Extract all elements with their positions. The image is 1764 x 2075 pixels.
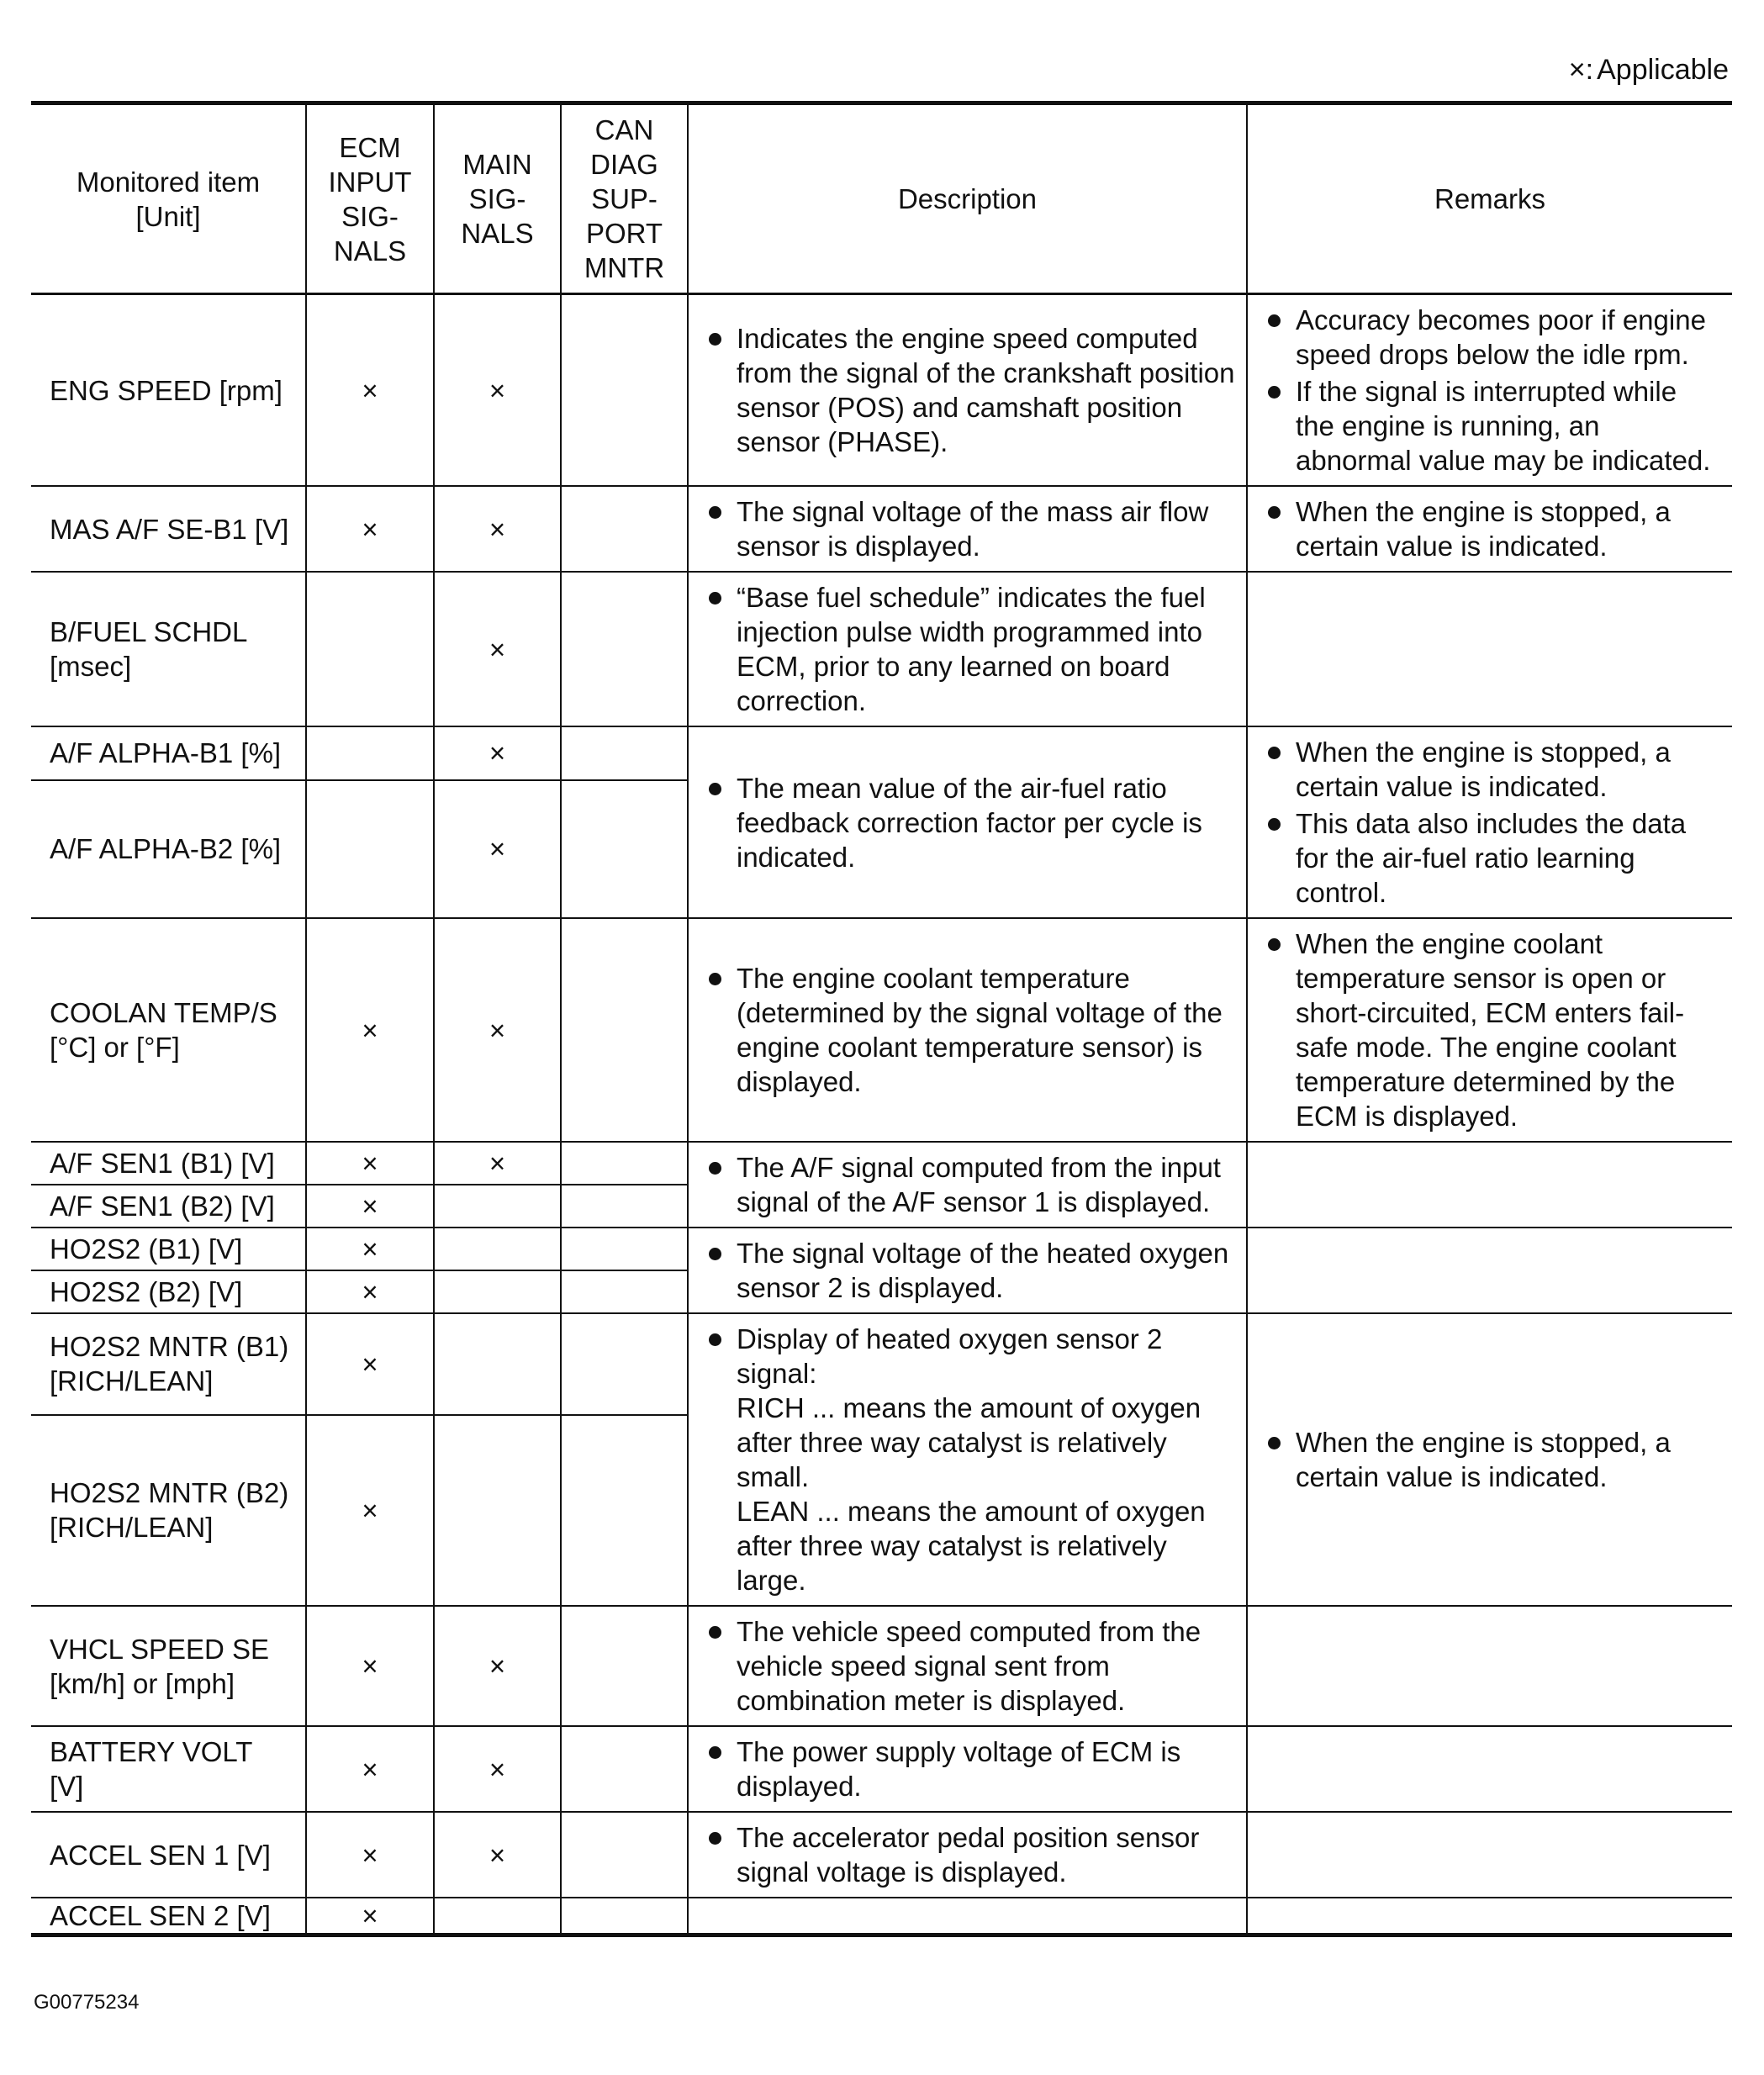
ecm-flag-cell: ×: [306, 1606, 434, 1726]
can-flag-cell: [561, 918, 688, 1142]
text-line: [V]: [50, 1771, 84, 1802]
bullet-list: [707, 580, 1236, 718]
main-flag-cell: ×: [434, 1812, 561, 1898]
can-flag-cell: [561, 294, 688, 487]
bullet-list: [1266, 735, 1722, 910]
description-cell: [688, 1142, 1247, 1228]
main-flag-cell: ×: [434, 780, 561, 918]
ecm-flag-cell: ×: [306, 1313, 434, 1415]
monitored-item-cell: [31, 1726, 306, 1812]
bullet-item: The vehicle speed computed from the vehicle speed signal sent from combination meter is displayed.: [707, 1614, 1236, 1718]
can-flag-cell: [561, 572, 688, 726]
header-line: MNTR: [584, 252, 665, 283]
table-row: [31, 1606, 1732, 1726]
bullet-list: [1266, 1425, 1722, 1494]
text-line: VHCL SPEED SE: [50, 1633, 270, 1665]
can-flag-cell: [561, 1812, 688, 1898]
text-line: MAS A/F SE-B1 [V]: [50, 513, 289, 545]
description-cell: [688, 726, 1247, 918]
table-row: [31, 726, 1732, 780]
main-flag-cell: ×: [434, 726, 561, 780]
bullet-item: The engine coolant temperature (determined by the signal voltage of the engine coolant temperature sensor) is displayed.: [707, 961, 1236, 1099]
bullet-item: When the engine coolant temperature sensor is open or short-circuited, ECM enters fail-safe mode. The engine coolant temperature determined by the ECM is displayed.: [1266, 927, 1722, 1133]
main-flag-cell: ×: [434, 486, 561, 572]
description-cell: [688, 1606, 1247, 1726]
can-flag-cell: [561, 1726, 688, 1812]
ecm-flag-cell: [306, 780, 434, 918]
monitored-item-cell: [31, 1142, 306, 1185]
bullet-item: The power supply voltage of ECM is displayed.: [707, 1734, 1236, 1803]
can-flag-cell: [561, 1313, 688, 1415]
can-flag-cell: [561, 1898, 688, 1935]
bullet-item: When the engine is stopped, a certain value is indicated.: [1266, 1425, 1722, 1494]
bullet-list: [707, 1734, 1236, 1803]
description-cell: [688, 1812, 1247, 1898]
text-line: ENG SPEED [rpm]: [50, 374, 283, 406]
text-line: HO2S2 MNTR (B2): [50, 1477, 289, 1509]
main-flag-cell: ×: [434, 1142, 561, 1185]
monitored-item-cell: [31, 726, 306, 780]
header-line: NALS: [461, 218, 534, 249]
legend-mark: ×:: [1568, 54, 1594, 86]
remarks-cell: [1247, 1228, 1732, 1313]
bullet-item: The signal voltage of the heated oxygen sensor 2 is displayed.: [707, 1236, 1236, 1305]
description-cell: [688, 1726, 1247, 1812]
header-description: Description: [688, 103, 1247, 294]
table-row: [31, 1313, 1732, 1415]
table-row: [31, 572, 1732, 726]
text-line: B/FUEL SCHDL: [50, 616, 248, 647]
bullet-item: [707, 1322, 1236, 1597]
remarks-cell: [1247, 486, 1732, 572]
bullet-list: [707, 1236, 1236, 1305]
bullet-list: [707, 1614, 1236, 1718]
monitored-item-cell: [31, 1606, 306, 1726]
description-cell: [688, 572, 1247, 726]
can-flag-cell: [561, 780, 688, 918]
ecm-flag-cell: ×: [306, 1898, 434, 1935]
header-ecm-input-signals: [306, 103, 434, 294]
can-flag-cell: [561, 486, 688, 572]
bullet-item: “Base fuel schedule” indicates the fuel injection pulse width programmed into ECM, prior to any learned on board correction.: [707, 580, 1236, 718]
bullet-item: Accuracy becomes poor if engine speed drops below the idle rpm.: [1266, 303, 1722, 372]
header-line: Monitored item: [76, 166, 261, 198]
remarks-cell: [1247, 1898, 1732, 1935]
bullet-list: [707, 494, 1236, 563]
header-line: SIG-: [341, 200, 399, 232]
text-line: A/F ALPHA-B1 [%]: [50, 737, 282, 769]
bullet-item: The A/F signal computed from the input signal of the A/F sensor 1 is displayed.: [707, 1150, 1236, 1219]
header-main-signals: [434, 103, 561, 294]
monitored-item-cell: [31, 1812, 306, 1898]
text-line: [RICH/LEAN]: [50, 1365, 214, 1397]
ecm-flag-cell: ×: [306, 1142, 434, 1185]
monitored-item-cell: [31, 1898, 306, 1935]
text-line: LEAN ... means the amount of oxygen after three way catalyst is relatively large.: [737, 1496, 1206, 1596]
monitored-item-cell: [31, 780, 306, 918]
main-flag-cell: [434, 1898, 561, 1935]
ecm-flag-cell: [306, 726, 434, 780]
monitored-item-cell: [31, 1313, 306, 1415]
bullet-list: [1266, 303, 1722, 478]
ecm-flag-cell: ×: [306, 294, 434, 487]
main-flag-cell: [434, 1185, 561, 1228]
can-flag-cell: [561, 1415, 688, 1606]
text-line: Display of heated oxygen sensor 2 signal:: [737, 1323, 1163, 1389]
text-line: BATTERY VOLT: [50, 1736, 253, 1767]
header-line: PORT: [585, 218, 663, 249]
monitored-item-cell: [31, 1415, 306, 1606]
ecm-flag-cell: ×: [306, 1726, 434, 1812]
description-cell: [688, 918, 1247, 1142]
can-flag-cell: [561, 1606, 688, 1726]
remarks-cell: [1247, 1606, 1732, 1726]
table-header-row: [31, 103, 1732, 294]
remarks-cell: [1247, 726, 1732, 918]
description-cell: [688, 486, 1247, 572]
table-row: [31, 1228, 1732, 1270]
remarks-cell: [1247, 1812, 1732, 1898]
main-flag-cell: [434, 1270, 561, 1313]
can-flag-cell: [561, 1228, 688, 1270]
header-line: ECM: [339, 131, 401, 163]
bullet-item: The signal voltage of the mass air flow sensor is displayed.: [707, 494, 1236, 563]
bullet-item: The mean value of the air-fuel ratio feedback correction factor per cycle is indicated.: [707, 771, 1236, 874]
ecm-flag-cell: ×: [306, 1812, 434, 1898]
text-line: A/F ALPHA-B2 [%]: [50, 833, 282, 865]
header-line: NALS: [333, 235, 407, 267]
remarks-cell: [1247, 1726, 1732, 1812]
main-flag-cell: ×: [434, 294, 561, 487]
header-line: INPUT: [328, 166, 412, 198]
main-flag-cell: [434, 1415, 561, 1606]
table-row: [31, 1812, 1732, 1898]
text-line: HO2S2 (B2) [V]: [50, 1276, 243, 1307]
description-cell: [688, 1313, 1247, 1606]
header-line: [Unit]: [135, 200, 201, 232]
text-line: HO2S2 (B1) [V]: [50, 1233, 243, 1265]
table-body: [31, 294, 1732, 1935]
monitored-item-cell: [31, 486, 306, 572]
monitored-item-cell: [31, 1228, 306, 1270]
text-line: RICH ... means the amount of oxygen after three way catalyst is relatively small.: [737, 1392, 1202, 1492]
bullet-item: This data also includes the data for the air-fuel ratio learning control.: [1266, 806, 1722, 910]
header-line: SUP-: [591, 183, 658, 214]
remarks-cell: [1247, 918, 1732, 1142]
header-can-diag-support-mntr: [561, 103, 688, 294]
ecm-flag-cell: ×: [306, 1185, 434, 1228]
main-flag-cell: ×: [434, 918, 561, 1142]
description-cell: [688, 294, 1247, 487]
figure-code: G00775234: [34, 1991, 140, 2014]
header-line: MAIN: [462, 149, 532, 180]
can-flag-cell: [561, 726, 688, 780]
main-flag-cell: [434, 1313, 561, 1415]
ecm-flag-cell: ×: [306, 486, 434, 572]
applicable-legend: [1569, 54, 1729, 87]
bullet-list: [707, 771, 1236, 874]
main-flag-cell: ×: [434, 1726, 561, 1812]
description-cell: [688, 1228, 1247, 1313]
monitored-item-cell: [31, 294, 306, 487]
text-line: ACCEL SEN 2 [V]: [50, 1900, 271, 1931]
remarks-cell: [1247, 1142, 1732, 1228]
text-line: [RICH/LEAN]: [50, 1512, 214, 1544]
table-row: [31, 294, 1732, 487]
bullet-item: Indicates the engine speed computed from the signal of the crankshaft position sensor (POS) and camshaft position sensor (PHASE).: [707, 321, 1236, 459]
ecm-flag-cell: ×: [306, 1270, 434, 1313]
bullet-list: [707, 1150, 1236, 1219]
table-row: [31, 1898, 1732, 1935]
bullet-list: [707, 321, 1236, 459]
text-line: COOLAN TEMP/S: [50, 997, 277, 1028]
can-flag-cell: [561, 1270, 688, 1313]
monitor-items-table: [31, 101, 1732, 1937]
text-line: [km/h] or [mph]: [50, 1667, 235, 1699]
bullet-list: [707, 1322, 1236, 1597]
header-line: CAN: [594, 114, 654, 145]
text-line: [°C] or [°F]: [50, 1032, 180, 1063]
text-line: [msec]: [50, 651, 132, 682]
text-line: A/F SEN1 (B1) [V]: [50, 1148, 275, 1179]
text-line: A/F SEN1 (B2) [V]: [50, 1191, 275, 1222]
ecm-flag-cell: ×: [306, 1415, 434, 1606]
bullet-item: The accelerator pedal position sensor signal voltage is displayed.: [707, 1820, 1236, 1889]
remarks-cell: [1247, 572, 1732, 726]
header-remarks: Remarks: [1247, 103, 1732, 294]
ecm-flag-cell: ×: [306, 918, 434, 1142]
main-flag-cell: ×: [434, 572, 561, 726]
bullet-list: [707, 961, 1236, 1099]
bullet-item: When the engine is stopped, a certain value is indicated.: [1266, 735, 1722, 804]
bullet-item: If the signal is interrupted while the engine is running, an abnormal value may be indicated.: [1266, 374, 1722, 478]
ecm-flag-cell: [306, 572, 434, 726]
text-line: HO2S2 MNTR (B1): [50, 1331, 289, 1363]
header-line: DIAG: [590, 149, 658, 180]
description-cell: [688, 1898, 1247, 1935]
table-row: [31, 486, 1732, 572]
can-flag-cell: [561, 1185, 688, 1228]
monitored-item-cell: [31, 572, 306, 726]
remarks-cell: [1247, 294, 1732, 487]
bullet-list: [1266, 927, 1722, 1133]
ecm-flag-cell: ×: [306, 1228, 434, 1270]
text-line: ACCEL SEN 1 [V]: [50, 1839, 271, 1871]
table-row: [31, 1142, 1732, 1185]
table-row: [31, 918, 1732, 1142]
bullet-item: When the engine is stopped, a certain value is indicated.: [1266, 494, 1722, 563]
main-flag-cell: [434, 1228, 561, 1270]
monitored-item-cell: [31, 1270, 306, 1313]
header-line: SIG-: [468, 183, 526, 214]
monitored-item-cell: [31, 918, 306, 1142]
table-row: [31, 1726, 1732, 1812]
remarks-cell: [1247, 1313, 1732, 1606]
monitored-item-cell: [31, 1185, 306, 1228]
header-monitored-item: [31, 103, 306, 294]
bullet-list: [1266, 494, 1722, 563]
can-flag-cell: [561, 1142, 688, 1185]
bullet-list: [707, 1820, 1236, 1889]
legend-text: Applicable: [1597, 54, 1729, 86]
main-flag-cell: ×: [434, 1606, 561, 1726]
